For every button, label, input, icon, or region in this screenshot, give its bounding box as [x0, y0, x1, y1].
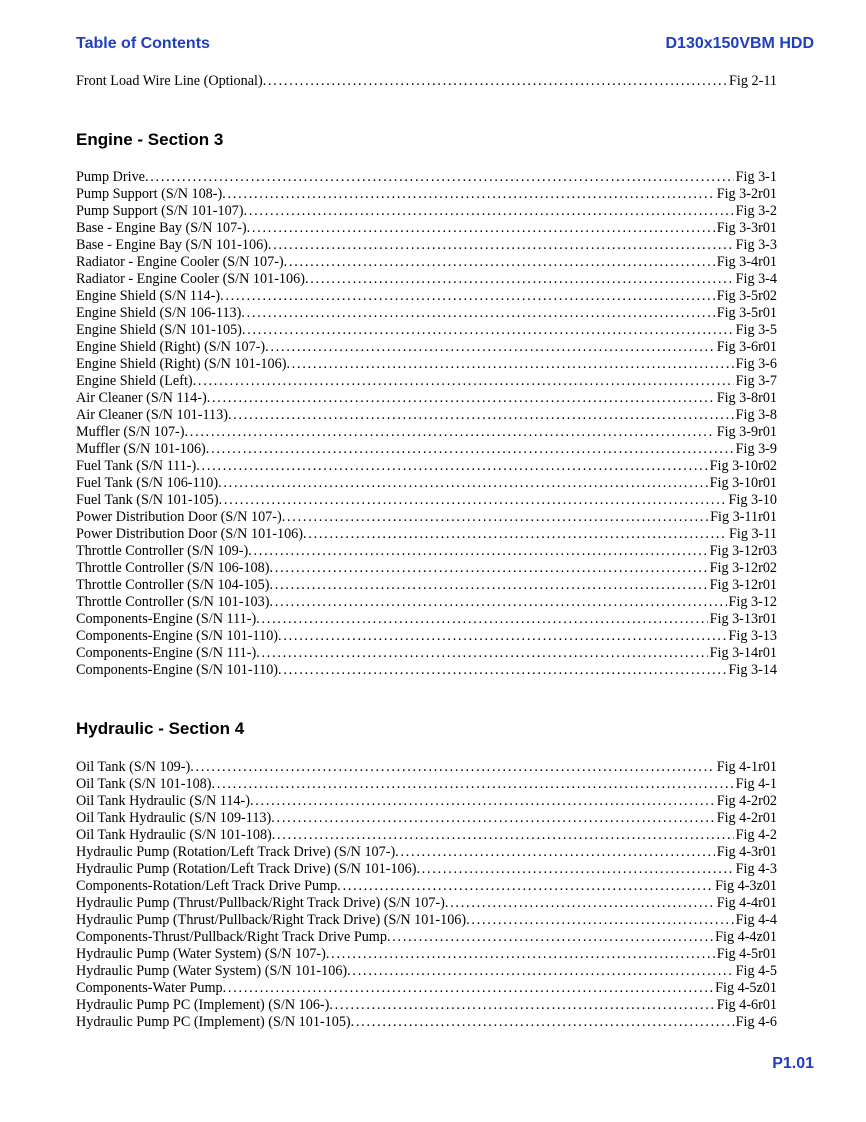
- toc-entry[interactable]: [76, 390, 777, 407]
- toc-entry-title: Hydraulic Pump (Thrust/Pullback/Right Track Drive) (S/N 101-106): [76, 912, 467, 928]
- toc-entry[interactable]: [76, 1014, 777, 1031]
- toc-entry-title: Throttle Controller (S/N 106-108): [76, 560, 270, 576]
- toc-entry-fig: Fig 3-7: [735, 373, 777, 389]
- toc-entry-fig: Fig 3-13r01: [709, 611, 777, 627]
- toc-entry-title: Oil Tank Hydraulic (S/N 109-113): [76, 810, 272, 826]
- toc-entry-fig: Fig 3-14r01: [709, 645, 777, 661]
- toc-entry-fig: Fig 3-13: [728, 628, 777, 644]
- toc-entry-fig: Fig 4-5r01: [716, 946, 777, 962]
- toc-entry[interactable]: [76, 963, 777, 980]
- toc-entry[interactable]: [76, 288, 777, 305]
- toc-entry[interactable]: [76, 492, 777, 509]
- dot-leader: [256, 611, 707, 628]
- toc-entry[interactable]: [76, 776, 777, 793]
- toc-entry[interactable]: [76, 305, 777, 322]
- dot-leader: [347, 963, 733, 980]
- toc-entry-fig: Fig 3-8r01: [716, 390, 777, 406]
- toc-entry-title: Hydraulic Pump (Rotation/Left Track Drive) (S/N 101-106): [76, 861, 417, 877]
- dot-leader: [337, 878, 713, 895]
- toc-entry-title: Components-Engine (S/N 111-): [76, 611, 257, 627]
- toc-entry-fig: Fig 3-9: [735, 441, 777, 457]
- toc-entry-title: Components-Thrust/Pullback/Right Track Drive Pump: [76, 929, 387, 945]
- toc-entry[interactable]: [76, 526, 777, 543]
- toc-entry-fig: Fig 4-3r01: [716, 844, 777, 860]
- toc-entry-fig: Fig 3-2r01: [716, 186, 777, 202]
- toc-entry[interactable]: [76, 861, 777, 878]
- dot-leader: [466, 912, 733, 929]
- toc-entry-title: Hydraulic Pump (Water System) (S/N 107-): [76, 946, 326, 962]
- toc-entry-title: Fuel Tank (S/N 106-110): [76, 475, 219, 491]
- toc-entry[interactable]: [76, 793, 777, 810]
- toc-entry-title: Base - Engine Bay (S/N 107-): [76, 220, 247, 236]
- toc-entry-fig: Fig 3-10r01: [709, 475, 777, 491]
- toc-entry-title: Components-Engine (S/N 101-110): [76, 662, 279, 678]
- toc-entry-title: Hydraulic Pump (Thrust/Pullback/Right Track Drive) (S/N 107-): [76, 895, 445, 911]
- toc-entry-fig: Fig 3-5r02: [716, 288, 777, 304]
- toc-entry[interactable]: [76, 628, 777, 645]
- dot-leader: [244, 203, 734, 220]
- header-title: Table of Contents: [76, 35, 210, 52]
- toc-entry[interactable]: [76, 407, 777, 424]
- dot-leader: [282, 509, 708, 526]
- dot-leader: [329, 997, 714, 1014]
- toc-entry-title: Oil Tank Hydraulic (S/N 114-): [76, 793, 250, 809]
- toc-entry-fig: Fig 3-14: [728, 662, 777, 678]
- toc-entry[interactable]: [76, 203, 777, 220]
- dot-leader: [271, 810, 714, 827]
- toc-entry[interactable]: [76, 356, 777, 373]
- dot-leader: [190, 759, 714, 776]
- dot-leader: [272, 827, 734, 844]
- dot-leader: [218, 475, 708, 492]
- toc-entry-fig: Fig 3-10: [728, 492, 777, 508]
- dot-leader: [269, 577, 707, 594]
- toc-entry[interactable]: [76, 441, 777, 458]
- toc-entry[interactable]: [76, 339, 777, 356]
- toc-entry-fig: Fig 4-6r01: [716, 997, 777, 1013]
- toc-entry-title: Air Cleaner (S/N 114-): [76, 390, 207, 406]
- toc-entry-title: Engine Shield (Right) (S/N 107-): [76, 339, 266, 355]
- toc-entry[interactable]: [76, 169, 777, 186]
- toc-entry[interactable]: [76, 475, 777, 492]
- toc-entry-fig: Fig 3-12r03: [709, 543, 777, 559]
- dot-leader: [207, 390, 715, 407]
- toc-entry-title: Engine Shield (Left): [76, 373, 193, 389]
- toc-entry-fig: Fig 3-8: [735, 407, 777, 423]
- toc-entry-fig: Fig 3-9r01: [716, 424, 777, 440]
- toc-entry-title: Throttle Controller (S/N 101-103): [76, 594, 270, 610]
- toc-entry-fig: Fig 3-2: [735, 203, 777, 219]
- toc-entry[interactable]: [76, 543, 777, 560]
- toc-entry-title: Engine Shield (S/N 101-105): [76, 322, 242, 338]
- toc-entry-fig: Fig 3-11r01: [710, 509, 777, 525]
- dot-leader: [284, 254, 715, 271]
- toc-entry-fig: Fig 3-4: [735, 271, 777, 287]
- toc-entry[interactable]: [76, 895, 777, 912]
- toc-entry-fig: Fig 3-5: [735, 322, 777, 338]
- dot-leader: [228, 407, 734, 424]
- toc-entry-fig: Fig 3-10r02: [709, 458, 777, 474]
- toc-entry-title: Engine Shield (S/N 114-): [76, 288, 221, 304]
- toc-entry-fig: Fig 3-1: [735, 169, 777, 185]
- toc-entry[interactable]: [76, 946, 777, 963]
- toc-entry-fig: Fig 3-12: [728, 594, 777, 610]
- toc-entry[interactable]: [76, 759, 777, 776]
- dot-leader: [241, 305, 714, 322]
- toc-entry[interactable]: [76, 254, 777, 271]
- toc-entry-title: Components-Engine (S/N 111-): [76, 645, 257, 661]
- page-number: P1.01: [772, 1055, 814, 1072]
- toc-entry-fig: Fig 4-6: [735, 1014, 777, 1030]
- dot-leader: [242, 322, 734, 339]
- dot-leader: [387, 929, 713, 946]
- toc-entry-fig: Fig 3-11: [729, 526, 777, 542]
- toc-entry-fig: Fig 3-3r01: [716, 220, 777, 236]
- toc-entry-fig: Fig 4-4z01: [715, 929, 777, 945]
- toc-entry[interactable]: [76, 237, 777, 254]
- dot-leader: [269, 594, 726, 611]
- dot-leader: [247, 220, 715, 237]
- toc-entry[interactable]: [76, 997, 777, 1014]
- toc-entry[interactable]: [76, 662, 777, 679]
- toc-entry[interactable]: [76, 271, 777, 288]
- toc-entry[interactable]: [76, 373, 777, 390]
- dot-leader: [416, 861, 733, 878]
- dot-leader: [248, 543, 707, 560]
- dot-leader: [305, 271, 734, 288]
- section-3-heading: Engine - Section 3: [76, 130, 224, 149]
- toc-entry-fig: Fig 4-5: [735, 963, 777, 979]
- toc-entry-title: Engine Shield (S/N 106-113): [76, 305, 242, 321]
- dot-leader: [220, 288, 715, 305]
- dot-leader: [269, 560, 707, 577]
- toc-entry[interactable]: [76, 810, 777, 827]
- toc-entry[interactable]: [76, 73, 777, 90]
- toc-entry-fig: Fig 4-1r01: [716, 759, 777, 775]
- toc-entry-title: Pump Support (S/N 108-): [76, 186, 223, 202]
- toc-entry[interactable]: [76, 220, 777, 237]
- toc-entry-title: Muffler (S/N 101-106): [76, 441, 206, 457]
- dot-leader: [206, 441, 734, 458]
- toc-section-4-list: [76, 759, 777, 1031]
- toc-entry[interactable]: [76, 878, 777, 895]
- toc-entry-fig: Fig 3-12r01: [709, 577, 777, 593]
- toc-entry-fig: Fig 4-1: [735, 776, 777, 792]
- toc-entry[interactable]: [76, 980, 777, 997]
- toc-entry-title: Muffler (S/N 107-): [76, 424, 185, 440]
- toc-top-list: [76, 73, 777, 90]
- toc-entry-fig: Fig 4-3: [735, 861, 777, 877]
- toc-entry-fig: Fig 4-2r02: [716, 793, 777, 809]
- toc-entry[interactable]: [76, 929, 777, 946]
- toc-entry-fig: Fig 4-2: [735, 827, 777, 843]
- toc-entry-fig: Fig 4-4r01: [716, 895, 777, 911]
- toc-entry-title: Oil Tank (S/N 101-108): [76, 776, 212, 792]
- toc-entry-fig: Fig 3-6r01: [716, 339, 777, 355]
- toc-entry[interactable]: [76, 594, 777, 611]
- toc-entry-title: Components-Rotation/Left Track Drive Pump: [76, 878, 338, 894]
- dot-leader: [212, 776, 734, 793]
- dot-leader: [286, 356, 733, 373]
- toc-entry[interactable]: [76, 458, 777, 475]
- dot-leader: [265, 339, 715, 356]
- dot-leader: [222, 186, 714, 203]
- toc-entry[interactable]: [76, 844, 777, 861]
- toc-entry-title: Oil Tank (S/N 109-): [76, 759, 191, 775]
- dot-leader: [145, 169, 734, 186]
- toc-entry-fig: Fig 4-2r01: [716, 810, 777, 826]
- toc-entry-title: Pump Drive: [76, 169, 145, 185]
- toc-section-3-list: [76, 169, 777, 679]
- dot-leader: [219, 492, 727, 509]
- toc-entry-title: Throttle Controller (S/N 109-): [76, 543, 249, 559]
- dot-leader: [223, 980, 713, 997]
- toc-entry-title: Air Cleaner (S/N 101-113): [76, 407, 228, 423]
- toc-entry-title: Components-Water Pump: [76, 980, 223, 996]
- toc-entry-title: Radiator - Engine Cooler (S/N 101-106): [76, 271, 305, 287]
- toc-entry-title: Oil Tank Hydraulic (S/N 101-108): [76, 827, 272, 843]
- toc-entry-title: Pump Support (S/N 101-107): [76, 203, 244, 219]
- dot-leader: [196, 458, 707, 475]
- dot-leader: [351, 1014, 734, 1031]
- toc-entry[interactable]: [76, 186, 777, 203]
- toc-entry-title: Power Distribution Door (S/N 107-): [76, 509, 282, 525]
- section-4-heading: Hydraulic - Section 4: [76, 719, 245, 738]
- toc-entry-title: Hydraulic Pump (Water System) (S/N 101-106): [76, 963, 348, 979]
- toc-entry-fig: Fig 3-12r02: [709, 560, 777, 576]
- toc-entry-fig: Fig 3-5r01: [716, 305, 777, 321]
- toc-entry-title: Base - Engine Bay (S/N 101-106): [76, 237, 268, 253]
- dot-leader: [193, 373, 734, 390]
- toc-entry[interactable]: [76, 424, 777, 441]
- dot-leader: [250, 793, 715, 810]
- toc-entry[interactable]: [76, 560, 777, 577]
- header-model: D130x150VBM HDD: [665, 35, 814, 52]
- toc-entry-title: Fuel Tank (S/N 111-): [76, 458, 197, 474]
- toc-entry-fig: Fig 2-11: [729, 73, 777, 89]
- toc-entry-fig: Fig 3-6: [735, 356, 777, 372]
- toc-entry-fig: Fig 3-3: [735, 237, 777, 253]
- dot-leader: [263, 73, 727, 90]
- toc-entry[interactable]: [76, 577, 777, 594]
- dot-leader: [256, 645, 707, 662]
- toc-entry[interactable]: [76, 827, 777, 844]
- toc-entry-fig: Fig 4-4: [735, 912, 777, 928]
- dot-leader: [326, 946, 715, 963]
- toc-entry-title: Hydraulic Pump (Rotation/Left Track Drive) (S/N 107-): [76, 844, 396, 860]
- dot-leader: [278, 662, 726, 679]
- toc-entry[interactable]: [76, 509, 777, 526]
- toc-entry[interactable]: [76, 912, 777, 929]
- toc-entry-title: Power Distribution Door (S/N 101-106): [76, 526, 303, 542]
- toc-entry-title: Hydraulic Pump PC (Implement) (S/N 106-): [76, 997, 330, 1013]
- toc-entry-fig: Fig 4-5z01: [715, 980, 777, 996]
- dot-leader: [445, 895, 715, 912]
- dot-leader: [278, 628, 726, 645]
- toc-entry-title: Radiator - Engine Cooler (S/N 107-): [76, 254, 284, 270]
- toc-entry-fig: Fig 3-4r01: [716, 254, 777, 270]
- dot-leader: [303, 526, 727, 543]
- toc-entry[interactable]: [76, 322, 777, 339]
- dot-leader: [185, 424, 715, 441]
- toc-entry-title: Fuel Tank (S/N 101-105): [76, 492, 219, 508]
- toc-entry[interactable]: [76, 611, 777, 628]
- toc-entry-fig: Fig 4-3z01: [715, 878, 777, 894]
- dot-leader: [268, 237, 734, 254]
- toc-entry-title: Throttle Controller (S/N 104-105): [76, 577, 270, 593]
- toc-entry-title: Hydraulic Pump PC (Implement) (S/N 101-105): [76, 1014, 351, 1030]
- toc-entry-title: Engine Shield (Right) (S/N 101-106): [76, 356, 287, 372]
- toc-entry[interactable]: [76, 645, 777, 662]
- toc-entry-title: Components-Engine (S/N 101-110): [76, 628, 279, 644]
- dot-leader: [395, 844, 715, 861]
- toc-entry-title: Front Load Wire Line (Optional): [76, 73, 263, 89]
